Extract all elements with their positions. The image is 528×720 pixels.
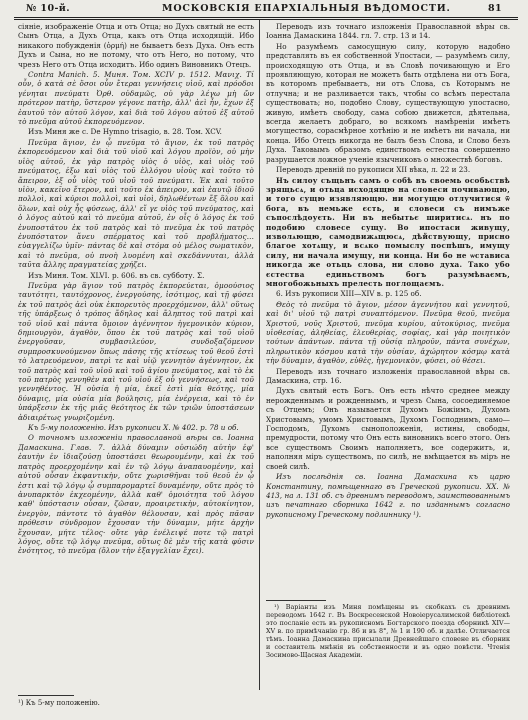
source-reference: Изъ Миня же с. De Hymno trisagio, в. 28. Том. XCV. (28, 127, 222, 137)
footnote-rule (266, 600, 326, 601)
right-column (266, 22, 510, 597)
footnote-rule (18, 695, 74, 696)
page-header (12, 3, 516, 17)
church-slavonic-text: Нъ силоу същьнъ самъ о собѣ въ своемь особьствѣ зрящьсѧ, и отьца исходящю на словеси почивающю, и того сущю изявляющю. ни могущю отлучитися ѿ бога, въ немьже єсть, и словеси съ нимъже съпослѣдоуєть. Ни въ небытьє ширитисѧ. нъ по подобию словесе сущу. Во ипостаси живущу, изволѧющю, самодвижѧщюсѧ, дѣйствующу, присно благое хотѧщу, и всѧко помыслу поспѣшъ, имущу силу, ни начала имущу, ни конца. Ни бо не ѡстависа никогда же отьць слова, ни слово духа. Тако убо єстества единьствомъ богъ разумѣваємъ, многобожьныхъ прелесть поглощаємъ. (266, 175, 510, 288)
page-number: 81 (487, 3, 502, 14)
source-reference: 6. Изъ рукописи XIII—XIV в. р. 125 об. (276, 289, 422, 299)
header-rule (14, 17, 518, 18)
paragraph: Но разумѣемъ самосущную силу, которую надобно представлять въ ея собственной Упостаси, — разумѣемъ силу, происходящую отъ Отца, и въ Словѣ почивающую и Его проявляющую, которая не можетъ быть отдѣлена ни отъ Бога, въ которомъ пребываетъ, ни отъ Слова, съ Которымъ не отлучна; и не разливается такъ, чтобы со всѣмъ перестала существовать; но, подобно Слову, существующую упостасно, живую, имѣетъ свободу, сама собою движется, дѣятельна, всегда желаетъ добраго, во всякомъ намѣреніи имѣетъ могущество, сорасмѣрное хотѣнію и не имѣетъ ни начала, ни конца. Ибо Отецъ никогда не былъ безъ Слова, и Слово безъ Духа. Таковымъ образомъ единствомъ естества совершенно разрушается ложное ученіе язычниковъ о множествѣ боговъ. (266, 41, 510, 164)
section-heading-italic: Изъ послѣднія св. Іоанна Дамаскина къ царю Константину, помѣщеннаго въ Греческой рукописи. XX. № 413, на л. 131 об. съ древнимъ переводомъ, заимствованнымъ изъ печатнаго сборника 1642 г. по изданнымъ согласно рукописному Греческому подлиннику ¹). (266, 472, 510, 519)
greek-quote: Contra Manich. 5. Миня. Том. XCIV р. 1512. Μανιχ. Τί οὖν, ὁ κατὰ σὲ ὅσοι οὖν ἔτεραι γεννήσεις υἱοῦ, καὶ πρόοδοι γένηται πνεύματι Ὀρθ. οὐδαμῶς, οὐ γὰρ λέγω μὴ ὤν πρότερον πατὴρ, ὕστερον γέγονε πατὴρ, ἀλλ' ἀεὶ ἦν, ἔχων ἐξ ἑαυτοῦ τὸν αὐτοῦ λόγον, καὶ διὰ τοῦ λόγου αὐτοῦ ἐξ αὐτοῦ τὸ πνεῦμα αὐτοῦ ἐκπορευόμενον. (18, 70, 254, 127)
greek-quote: Πνεῦμα ἅγιον, ἐν ᾧ πνεῦμα τὸ ἅγιον, ἐκ τοῦ πατρὸς ἐκπορευόμενον καὶ διὰ τοῦ υἱοῦ καὶ λόγου προϊὸν, οὐ μὴν υἱὸς αὐτοῦ, ἐκ γὰρ πατρὸς υἱὸς ὁ υἱὸς, καὶ υἱὸς τοῦ πνεύματος, ἐξω καὶ υἱὸς τοῦ ἐλλόγου υἱοὺς καὶ τοῦτο τὸ ἄπειρον, ἐξ οὗ υἱὸς τοῦ υἱοῦ τοῦ πνεύματι. Ἐκ καὶ τοῦτο υἱὸν, κακεῖνο ἕτερον, καὶ τοῦτο ἐκ ἀπειρον, καὶ ἐαυτῷ ἰδιοῦ πολλοὶ, καὶ κύριοι πολλοὶ, καὶ υἱοὶ, δηλωθέντων ἔξ ὅλου καὶ ὅλων, καὶ οὐχ ἧς φύσεως, ἀλλ' εἴ γε υἱὸς τοῦ πνεύματος, καὶ ὁ λόγος αὐτοῦ καὶ τὸ πνεῦμα αὐτοῦ, ἐν οἷς ὁ λόγος ἐκ τοῦ ἐνυποστάτου ἐκ τοῦ πατρὸς καὶ τὸ πνεῦμα ἐκ τοῦ πατρὸς ἐνυπόστατον ἄνευ σπέρματος καὶ τοῦ προβλήματος... εὐαγγελίζω ὑμῖν· πάντας δὲ καὶ στόμα οὐ μέλος σωματικὸν, καὶ τὸ πνεῦμα, οὐ πνοὴ λυομένη καὶ σκεδάννυται, ἀλλὰ ταῦτα ἄλλης πραγματείας χρήζει. (18, 137, 254, 270)
greek-quote: Πνεῦμα γὰρ ἅγιον τοῦ πατρὸς ἐκπορεύεται, ὁμοούσιος ταυτότητι, ταυτόχρονος, ἐνεργούσης, ἰσότιμος, καὶ τῇ φύσει ἐκ τοῦ πατρὸς ἀεὶ οὐκ ἐκπορευτὸς προερχόμενον, ἀλλ' οὕτως τῆς ὑπάρξεως ὁ τρόπος ἄδηλος καὶ ἄληπτος τοῦ πατρὶ καὶ τοῦ υἱοῦ καὶ πάντα ὅμοιον ἀγέννητον ἡγεμονικὸν κύριον, δημιουργὸν, ἀγαθὸν, ὅπου ἐκ τοῦ πατρὸς καὶ τοῦ υἱοῦ ἐνεργοῦσαν, συμβασιλεύον, συνδοξαζόμενον συμπροσκυνούμενον ὅπως πάσης τῆς κτίσεως τοῦ θεοῦ ἐστὶ τὸ λατρευόμενον, πατρὶ τε καὶ υἱῷ γεννητὸν ἀγέννητον, ἐκ τοῦ πατρὸς καὶ τοῦ υἱοῦ καὶ τοῦ ἁγίου πνεύματος, καὶ τὸ ἐκ τοῦ πατρὸς γεννηθὲν καὶ τοῦ υἱοῦ ἐξ οὗ γεννήσεως, καὶ τοῦ γεννηθέντος. Ἡ οὐσία ἡ μία, ἐκεῖ ἐστὶ μία θεότης, μία δύναμις, μία οὐσία μία βούλησις, μία ἐνέργεια, καὶ τὸ ἐν ὑπάρξεσιν ἐκ τῆς μιᾶς θεότητος ἐκ τῶν τριῶν ὑποστάσεων ἀδιαιρέτως γνωριζομένη. (18, 280, 254, 422)
footnote-block (266, 603, 510, 683)
source-reference: Изъ Миня. Том. XLVI. р. 606. въ св. субботу. Σ. (28, 270, 205, 280)
footnote: ¹) Варіанты изъ Миня помѣщены въ скобкахъ съ древнимъ переводомъ 1642 г. Въ Воскресенской Новоіерусалимской библіотекѣ это посланіе есть въ рукописномъ Богтарского поезда сборникѣ XIV—XV в. по примѣчанію гр. 86 и въ 8°, № 1 и 190 об. и далѣе. Отличается тѣмъ. Іоанна Дамаскина присылали Древнейшаго словене въ сборник и составитель мнѣнія въ собственности и въ одно повѣсти. Чтенія Зосимово-Щасная Академіи. (266, 603, 510, 659)
footnote: ¹) Къ 5-му положенію. (18, 699, 100, 707)
paragraph: Духъ святый есть Богъ. Онъ есть нѣчто среднее между нерожденнымъ и рожденнымъ, и чрезъ Сына, сосоединяемое съ Отцемъ; Онъ называется Духомъ Божіимъ, Духомъ Христовымъ, умомъ Христовымъ, Духомъ Господнимъ, само—Господомъ, Духомъ сыноположенія, истины, свободы, премудрости, потому что Онъ есть виновникъ всего этого. Онъ все существомъ Своимъ наполняетъ, все содержитъ, и, наполняя міръ существомъ, по силѣ, не вмѣщается въ міръ не своей силѣ. (266, 386, 510, 471)
section-reference: Къ 5-му положенію. Изъ рукописи X. № 402. р. 78 и об. (28, 423, 239, 433)
greek-quote: Θεὸς τὸ πνεῦμα τὸ ἅγιον, μέσον ἀγεννήτου καὶ γεννητοῦ, καὶ δι' υἱοῦ τῷ πατρὶ συναπτόμενον. Πνεῦμα θεοῦ, πνεῦμα Χριστοῦ, νοῦς Χριστοῦ, πνεῦμα κυρίου, αὐτοκύριος, πνεῦμα υἱοθεσίας, ἀληθείας, ἐλευθερίας, σοφίας, καὶ γὰρ ποιητικὸν τούτων ἁπάντων. πάντα τῇ οὐσίᾳ πληροῦν, πάντα συνέχων, πληρωτικὸν κόσμου κατὰ τὴν οὐσίαν, ἀχώρητον κόσμῳ κατὰ τὴν δύναμιν, ἀγαθὸν, εὐθὲς, ἡγεμονικὸν, φύσει, οὐ θέσει. (266, 299, 510, 366)
section-heading: Переводъ изъ точнаго изложенія Православной вѣры св. Іоанна Дамаскина 1844. гл. 7. стр. 13 и 14. (266, 22, 510, 41)
issue-number: № 10-й. (26, 3, 70, 14)
left-column (18, 22, 254, 688)
paragraph: сіяніе, изображеніе Отца и отъ Отца; но Духъ святый не есть Сынъ Отца, а Духъ Отца, какъ отъ Отца исходящій. Ибо никакого побужденія (ὁρμή) не бываетъ безъ Духа. Онъ есть Духъ и Сына, но не потому, что отъ Него, но потому, что чрезъ Него отъ Отца исходитъ. Ибо одинъ Виновникъ Отецъ. (18, 22, 254, 69)
header-rule-double (14, 19, 518, 20)
section-heading: Переводъ древній по рукописи XII вѣка, л. 22 и 23. (276, 165, 471, 175)
section-heading: Переводъ изъ точнаго изложенія православной вѣры св. Дамаскина, стр. 16. (266, 366, 510, 386)
column-divider (259, 20, 260, 690)
publication-title: МОСКОВСКІЯ ЕПАРХІАЛЬНЫЯ ВѢДОМОСТИ. (162, 3, 451, 14)
greek-quote: О точномъ изложеніи православной вѣры св. Іоанна Дамаскина. Глав. 7. ἀλλὰ δύναμιν οὐσιώδη αὐτὴν ἐφ' ἑαυτὴν ἐν ἰδιαζούσῃ ὑποστάσει θεωρουμένην, καὶ ἐκ τοῦ πατρὸς προερχομένην καὶ ἐν τῷ λόγῳ ἀναπαυομένην, καὶ αὐτοῦ οὖσαν ἐκφαντικὴν, οὔτε χωρισθῆναι τοῦ θεοῦ ἐν ᾧ ἐστι καὶ τῷ λόγῳ ᾧ συμπαρομαρτεῖ δυναμένην, οὔτε πρὸς τὸ ἀνυπαρκτὸν ἐκχεομένην, ἀλλὰ καθ' ὁμοιότητα τοῦ λόγου καθ' ὑπόστασιν οὖσαν, ζῶσαν, προαιρετικὴν, αὐτοκίνητον, ἐνεργὸν, πάντοτε τὸ ἀγαθὸν θέλουσαν, καὶ πρὸς πᾶσαν πρόθεσιν σύνδρομον ἔχουσαν τὴν δύναμιν, μήτε ἀρχὴν ἔχουσαν, μήτε τέλος· οὔτε γὰρ ἐνέλειψέ ποτε τῷ πατρὶ λόγος, οὔτε τῷ λόγῳ πνεῦμα, οὕτως δὲ μὲν τῆς κατὰ φύσιν ἑνότητος, τὸ πνεῦμα (ὅλον τὴν ἐξαγγελίαν ἔχει). (18, 433, 254, 556)
